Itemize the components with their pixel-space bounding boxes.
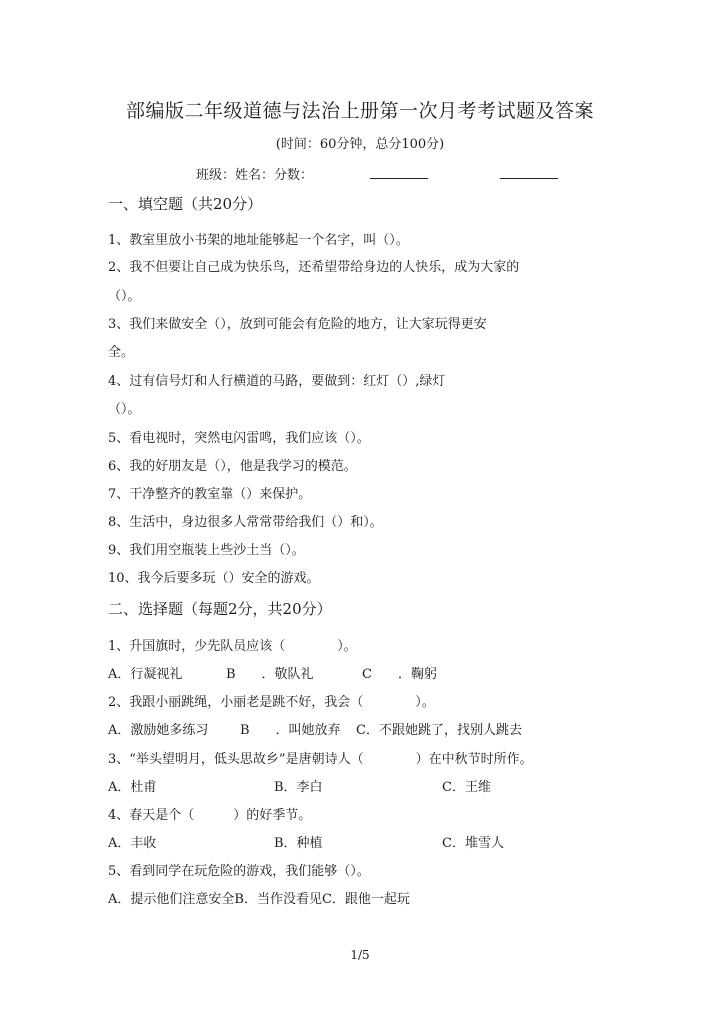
fill-in-line: （）。 [108, 402, 141, 417]
fill-in-line: 8、生活中，身边很多人常常带给我们（）和）。 [108, 515, 383, 530]
choice-option-a: A．提示他们注意安全B．当作没看见C．跟他一起玩 [108, 892, 410, 907]
fill-in-line: 1、教室里放小书架的地址能够起一个名字，叫（）。 [108, 233, 409, 248]
choice-option-c: C．王维 [442, 780, 491, 795]
choice-option-a: A．行凝视礼 [108, 667, 183, 682]
choice-question: 2、我跟小丽跳绳，小丽老是跳不好，我会（ ）。 [108, 695, 435, 710]
score-blank [500, 166, 558, 179]
choice-option-c: C．不跟她跳了，找别人跳去 [356, 723, 522, 738]
choice-option-a: A．杜甫 [108, 780, 157, 795]
choice-question: 5、看到同学在玩危险的游戏，我们能够（）。 [108, 864, 370, 879]
choice-option-b: B．李白 [274, 780, 323, 795]
choice-option-a: A．激励她多练习 [108, 723, 209, 738]
fill-in-line: 10、我今后要多玩（）安全的游戏。 [108, 571, 320, 586]
choice-question: 3、“举头望明月，低头思故乡”是唐朝诗人（ ）在中秋节时所作。 [108, 752, 533, 767]
fill-in-line: 4、过有信号灯和人行横道的马路，要做到：红灯（）,绿灯 [108, 374, 446, 389]
section-heading-fill-in: 一、填空题（共20分） [108, 195, 263, 213]
fill-in-line: 全。 [108, 345, 135, 360]
fill-in-line: 3、我们来做安全（），放到可能会有危险的地方，让大家玩得更安 [108, 317, 487, 332]
choice-option-a: A．丰收 [108, 836, 157, 851]
fill-in-line: （）。 [108, 289, 141, 304]
fill-in-line: 2、我不但要让自己成为快乐鸟，还希望带给身边的人快乐，成为大家的 [108, 260, 520, 275]
fill-in-line: 9、我们用空瓶装上些沙土当（）。 [108, 543, 305, 558]
choice-question: 4、春天是个（ ）的好季节。 [108, 808, 312, 823]
choice-option-b: B．种植 [274, 836, 323, 851]
document-title: 部编版二年级道德与法治上册第一次月考考试题及答案 [125, 100, 594, 122]
name-blank [370, 166, 428, 179]
exam-time-info: (时间：60分钟，总分100分) [275, 137, 445, 152]
fill-in-line: 7、干净整齐的教室靠（）来保护。 [108, 487, 312, 502]
section-heading-multiple-choice: 二、选择题（每题2分，共20分） [108, 600, 332, 618]
choice-question: 1、升国旗时，少先队员应该（ ）。 [108, 639, 357, 654]
class-name-score-line: 班级：姓名：分数： [196, 168, 314, 183]
choice-option-b: B ．叫她放弃 [240, 723, 341, 738]
choice-option-c: C．堆雪人 [442, 836, 504, 851]
page-number: 1/5 [350, 948, 370, 962]
choice-option-c: C ．鞠躬 [362, 667, 437, 682]
choice-option-b: B ．敬队礼 [226, 667, 314, 682]
fill-in-line: 5、看电视时，突然电闪雷鸣，我们应该（）。 [108, 431, 370, 446]
fill-in-line: 6、我的好朋友是（），他是我学习的模范。 [108, 459, 357, 474]
